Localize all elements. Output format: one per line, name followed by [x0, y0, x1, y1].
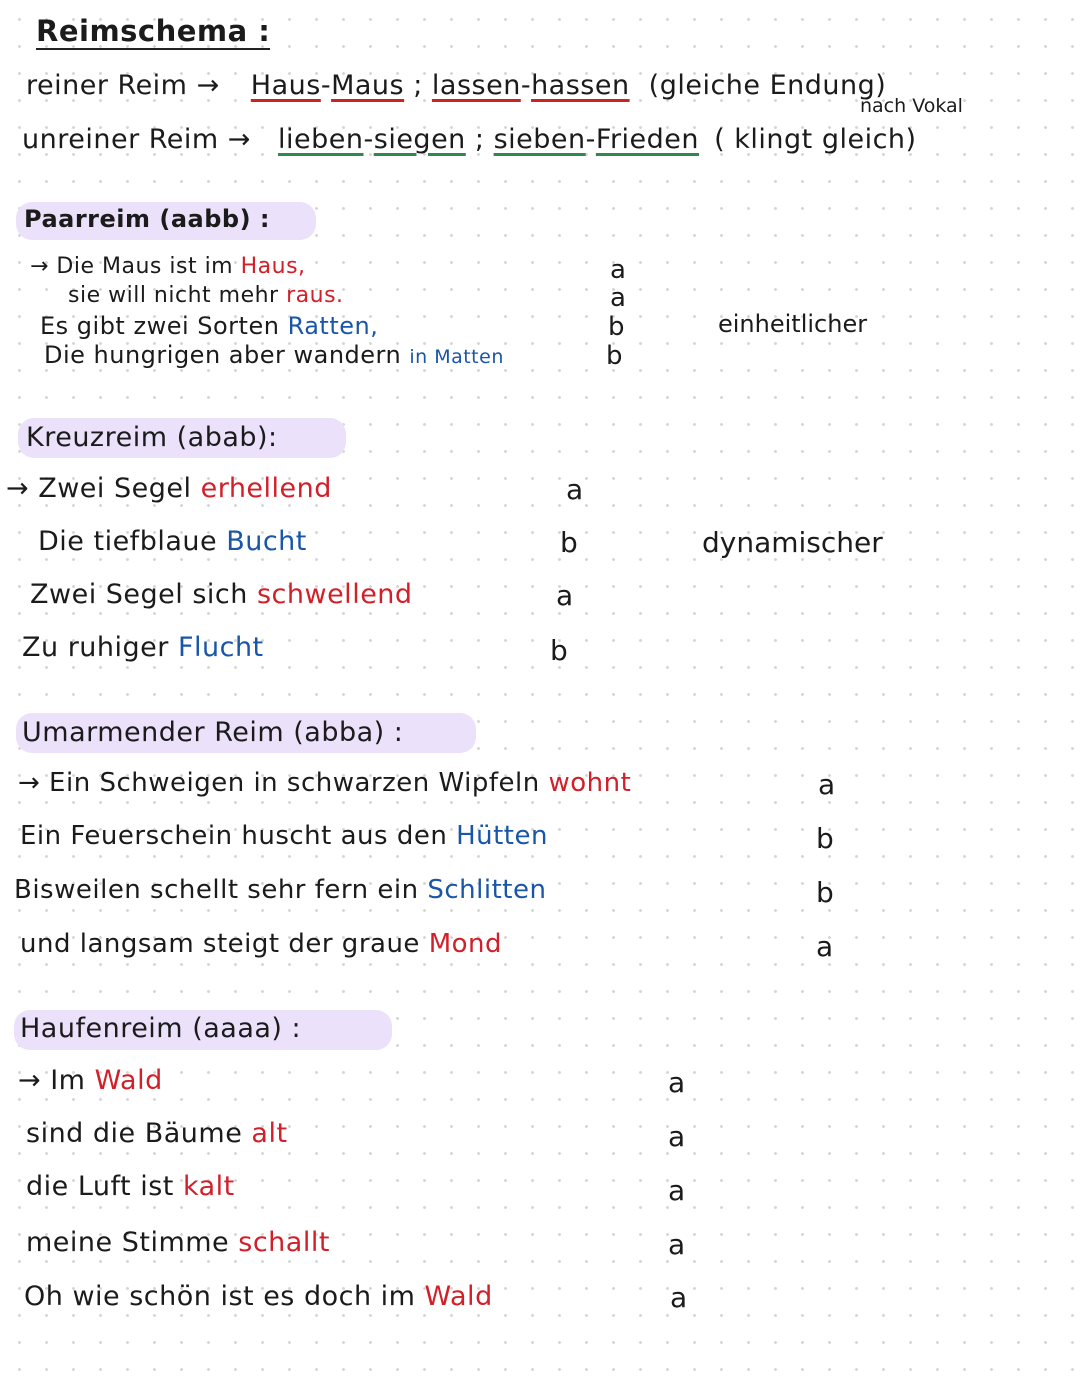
dash: -	[363, 124, 374, 155]
paarreim-line-3	[40, 312, 378, 340]
kreuzreim-line-2	[38, 526, 307, 557]
rhyme-word: Flucht	[177, 632, 264, 663]
paarreim-line-1	[30, 254, 306, 279]
rhyme-word: Wald	[424, 1281, 493, 1312]
verse-text: und langsam steigt der graue	[20, 929, 429, 959]
rhyme-letter: a	[610, 255, 626, 285]
example-word: Maus	[331, 70, 405, 101]
verse-text: → Die Maus ist im	[30, 254, 241, 279]
rhyme-word: alt	[251, 1118, 288, 1149]
verse-text: sind die Bäume	[26, 1118, 252, 1149]
haufenreim-line-3	[26, 1171, 235, 1202]
umarmend-line-3	[14, 875, 546, 905]
example-word: lieben	[278, 124, 364, 155]
rhyme-word: kalt	[182, 1171, 235, 1202]
separator: ;	[474, 124, 485, 155]
rhyme-letter: b	[550, 634, 568, 667]
haufenreim-line-1	[18, 1065, 163, 1096]
rhyme-letter: a	[668, 1066, 686, 1099]
dash: -	[585, 124, 596, 155]
rhyme-letter: b	[816, 876, 834, 909]
kreuzreim-line-1	[6, 473, 332, 504]
rhyme-letter: a	[816, 930, 834, 963]
umarmend-line-2	[20, 821, 548, 851]
paarreim-line-4	[44, 341, 504, 369]
reiner-reim-line	[26, 70, 886, 101]
example-word: Haus	[250, 70, 321, 101]
verse-text: Die hungrigen aber wandern	[44, 341, 410, 369]
verse-text: Oh wie schön ist es doch im	[24, 1281, 425, 1312]
rhyme-letter: a	[668, 1120, 686, 1153]
verse-text: Ein Feuerschein huscht aus den	[20, 821, 457, 851]
rhyme-letter: b	[608, 312, 625, 342]
haufenreim-line-4	[26, 1227, 330, 1258]
rhyme-letter: a	[668, 1228, 686, 1261]
umarmend-line-1	[18, 768, 631, 798]
example-word: hassen	[531, 70, 630, 101]
verse-text: → Im	[18, 1065, 95, 1096]
haufenreim-line-5	[24, 1281, 493, 1312]
verse-text: sie will nicht mehr	[68, 283, 287, 308]
kreuzreim-note: dynamischer	[702, 526, 883, 559]
rhyme-word: raus.	[286, 283, 344, 308]
rhyme-word: Haus,	[240, 254, 306, 279]
rhyme-letter: b	[816, 822, 834, 855]
reiner-reim-note: (gleiche Endung)	[648, 70, 887, 101]
rhyme-word: schwellend	[256, 579, 413, 610]
rhyme-word: Wald	[94, 1065, 163, 1096]
verse-text: Bisweilen schellt sehr fern ein	[14, 875, 428, 905]
paarreim-heading: Paarreim (aabb) :	[24, 205, 271, 233]
kreuzreim-line-3	[30, 579, 413, 610]
unreiner-reim-note: ( klingt gleich)	[714, 124, 917, 155]
rhyme-word: schallt	[238, 1227, 330, 1258]
reiner-reim-label: reiner Reim →	[26, 70, 220, 101]
example-word: Frieden	[595, 124, 700, 155]
rhyme-word: in Matten	[409, 346, 504, 368]
rhyme-letter: a	[668, 1174, 686, 1207]
rhyme-word: Schlitten	[427, 875, 547, 905]
paarreim-line-2	[68, 283, 344, 308]
paarreim-note: einheitlicher	[718, 310, 868, 338]
verse-text: Zu ruhiger	[22, 632, 178, 663]
kreuzreim-heading: Kreuzreim (abab):	[26, 422, 278, 453]
rhyme-word: Hütten	[456, 821, 548, 851]
rhyme-letter: a	[610, 283, 626, 313]
rhyme-letter: b	[560, 526, 578, 559]
verse-text: meine Stimme	[26, 1227, 239, 1258]
rhyme-word: Bucht	[226, 526, 307, 557]
verse-text: Es gibt zwei Sorten	[40, 312, 288, 340]
rhyme-letter: a	[556, 579, 574, 612]
rhyme-word: Ratten,	[287, 312, 379, 340]
verse-text: Die tiefblaue	[38, 526, 227, 557]
verse-text: Zwei Segel sich	[30, 579, 257, 610]
page-title: Reimschema :	[36, 14, 271, 48]
rhyme-letter: b	[606, 341, 623, 371]
rhyme-word: Mond	[428, 929, 503, 959]
umarmend-line-4	[20, 929, 502, 959]
dash: -	[320, 70, 332, 101]
verse-text: die Luft ist	[26, 1171, 183, 1202]
example-word: siegen	[373, 124, 466, 155]
separator: ;	[413, 70, 423, 101]
example-word: lassen	[431, 70, 521, 101]
rhyme-letter: a	[566, 473, 584, 506]
haufenreim-heading: Haufenreim (aaaa) :	[20, 1013, 302, 1044]
verse-text: → Ein Schweigen in schwarzen Wipfeln	[18, 768, 549, 798]
umarmend-heading: Umarmender Reim (abba) :	[22, 717, 404, 748]
rhyme-word: erhellend	[200, 473, 332, 504]
rhyme-word: wohnt	[548, 768, 632, 798]
dash: -	[520, 70, 532, 101]
reiner-reim-subnote: nach Vokal	[860, 95, 963, 117]
kreuzreim-line-4	[22, 632, 264, 663]
rhyme-letter: a	[818, 768, 836, 801]
unreiner-reim-label: unreiner Reim →	[22, 124, 251, 155]
haufenreim-line-2	[26, 1118, 288, 1149]
unreiner-reim-line	[22, 124, 917, 155]
example-word: sieben	[493, 124, 586, 155]
verse-text: → Zwei Segel	[6, 473, 201, 504]
rhyme-letter: a	[670, 1281, 688, 1314]
